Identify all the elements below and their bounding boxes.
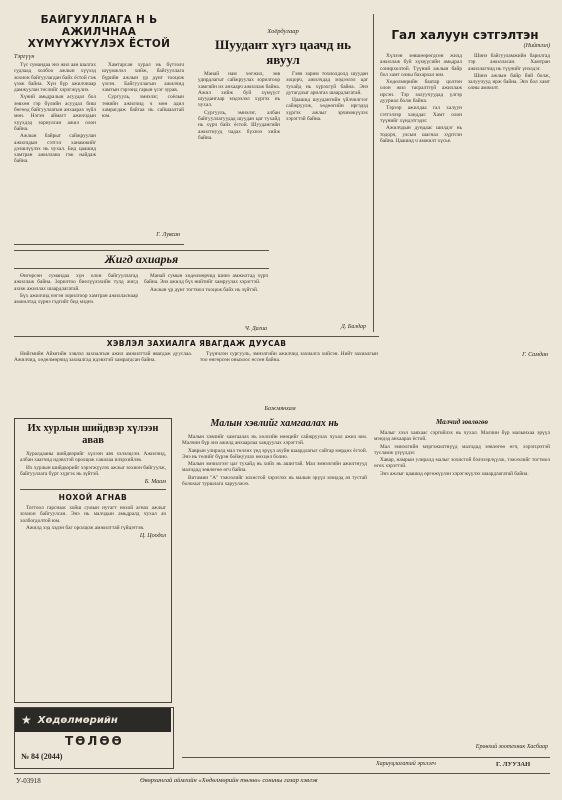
paragraph: Манай сумын хөдөлмөрчид шинэ амжилтад хүрч байна. Энэ ажилд бүх нийтийг хамруулах хэрэгтэй. (144, 273, 268, 286)
article-headline: Их хурлын шийдвэр хүлээн авав (27, 423, 159, 446)
paragraph: Хүний амьдралын асуудал бол зөвхөн гэр бүлийн асуудал биш бөгөөд байгууллагын анхаарах зүйл мөн. Нэгэн аймагт ажилчдын хүүхдэд зориулсан ажил олон байна. (14, 94, 96, 132)
paragraph: Сургууль, эмнэлэг, албан байгууллагуудад шуудан цаг тухайд нь хүрч байх ёстой. Шуудангийн ажилтнууд чадах бүхнээ хийж байна. (198, 109, 280, 141)
article-subscription (14, 339, 379, 401)
article-workers-education (14, 14, 184, 249)
article-body (374, 430, 550, 477)
article-livestock-protection (182, 418, 367, 748)
paragraph: Шинэ байгууламжийн барилгад тэр ажилласан. Хамтран ажиллагчид нь түүнийг үнэлдэг. (468, 53, 550, 72)
paragraph: Мал эмнэлгийн мэргэжилтнүүд малчдад зөвлөгөө өгч, хэрэгцээтэй тусламж үзүүлдэг. (374, 443, 550, 456)
print-code: У-03918 (16, 777, 41, 785)
masthead-box (14, 707, 174, 769)
paragraph: Түүнчлэн сургууль, эмнэлгийн ажилчид захиалга хийсэн. Нийт захиалгын тоо өнгөрсөн оныхоос өссөн байна. (200, 351, 378, 364)
paragraph: Хавар, намрын улиралд малыг зохистой бэлчээрлүүлж, тэжээлийг тогтмол өгөх хэрэгтэй. (374, 457, 550, 470)
article-headline: БАЙГУУЛЛАГА Н Ь АЖИЛЧНАА ХҮМҮҮЖҮҮЛЭХ ЁСТОЙ (27, 14, 171, 50)
article-body-right (286, 71, 368, 142)
article-headline: НОХОЙ АГНАВ (20, 489, 166, 502)
masthead-banner (15, 708, 171, 732)
editor-name: Г. ЛУУЗАН (496, 761, 531, 768)
paragraph: Их хурлын шийдвэрийг хэрэгжүүлэх ажлыг зохион байгуулж, байгууллага бүрт хүргэх нь зүйтэй. (20, 464, 166, 477)
column-divider (373, 14, 374, 332)
paragraph: Витамин "А" тэжээлийг зохистой хэрэглэх нь малын эрүүл мэндэд ач тустай болохыг туршлага харуулжээ. (182, 474, 367, 488)
divider (14, 244, 184, 245)
signature: Бажмянхам (264, 406, 296, 412)
masthead-title: Хөдөлмөрийн (37, 714, 118, 726)
article-body-left (14, 273, 138, 306)
paragraph: Малын эмчилгээг цаг тухайд нь хийх нь ашигтай. Мал эмнэлгийн ажилтнууд малчдад зөвлөгөө өгч байна. (182, 461, 367, 474)
article-body-right (468, 53, 550, 145)
article-kicker: Хоёрдугаар (267, 28, 299, 35)
printer-line: Өвөрхангай аймгийн «Хөдөлмөрийн төлөө» сонины газар хэвлэв (140, 777, 318, 784)
paragraph: Манай нам хөгжил, зөв удирдлагыг сайжруулах зорилгоор хамгийн их анхаарч ажиллаж байна. Ажил хийж буй хүмүүст шуудангаар мэдээлэл хүргэх нь чухал. (198, 71, 280, 109)
article-body-left (198, 71, 280, 142)
paragraph: Ажилд хэд хэдэн баг оролцож амжилттай гүйцэтгэв. (26, 525, 145, 532)
signature: Г. Самдан (522, 352, 548, 358)
paragraph: Хаврын улиралд мал төллөх үед эрүүл ахуйн шаардлагыг сайтар мөрдөх ёстой. Энэ нь төлийг бүрэн бойжуулах нөхцөл болно. (182, 447, 367, 460)
footer-divider (182, 757, 550, 758)
article-warm-hearted (380, 14, 550, 332)
paragraph: Хамтарсан хурал нь бүтээлч шүүмжлэл хийж, байгууллага бүрийн ажлын үр дүнг тооцож үзсэн. Байгууллагын ажилчид хамтын гэрээнд гарын үсэг зурав. (102, 62, 184, 94)
article-body-left (380, 53, 462, 145)
paragraph: Ажлын байрыг сайжруулан ажилчдын сэтгэл ханамжийг дээшлүүлэх нь чухал. Бид цаашид хамтран ажиллана гэж найдаж байна. (14, 133, 96, 165)
article-body-right (200, 351, 378, 365)
signature: Ерөнхий зоотехник Хасбаар (475, 744, 548, 750)
article-headline: Малын хэвлийг хамгаалах нь (210, 418, 339, 429)
article-headline: ХЭВЛЭЛ ЗАХИАЛГА ЯВАГДАЖ ДУУСАВ (106, 339, 287, 348)
article-body-left (14, 62, 96, 166)
masthead-subtitle: ТӨЛӨӨ (65, 734, 124, 748)
paragraph: Хөдөлмөрийн баатар цолтон олон жил тасралтгүй ажиллаж ирсэн. Тэр залуучуудад үлгэр дууриал болж байна. (380, 79, 462, 105)
paragraph: Өнгөрсөн сумандаа хүн олон байгууллагад ажиллаж байна. Зорилтоо биелүүлэхийн тулд жигд ахиж ажиллах шаардлагатай. (14, 273, 138, 292)
paragraph: Ажлын үр дүнг тогтмол тооцож байх нь зүйтэй. (150, 286, 259, 293)
article-body (20, 451, 166, 477)
paragraph: Цаашид шуудангийн үйлчилгээг сайжруулж, хөдөөгийн иргэдэд хүргэх ажлыг эрчимжүүлэх хэрэгтэй байна. (286, 97, 368, 123)
article-headline: Гал халуун сэтгэлтэн (391, 28, 539, 42)
paragraph: Хүлээн зөвшөөрөгдсөн жилд ажиллаж буй хүмүүсийн амьдрал сонирхолтой. Түүний ажлын байр бол хамт олны бахархал юм. (380, 53, 462, 78)
article-body-left (14, 351, 192, 365)
article-postal (198, 14, 368, 332)
article-headline: Малчид зөвлөгөө (436, 418, 488, 426)
divider (14, 336, 379, 337)
article-headline: Жигд ахиарья (14, 250, 269, 269)
article-herders-advice (374, 418, 550, 728)
paragraph: Малын хэвлийг хамгаалах нь хөлсийн нөөцийг сайжруулах чухал ажил юм. Малчин бүр энэ ажилд анхаарлаа хандуулах хэрэгтэй. (182, 434, 367, 447)
paragraph: Хуралдааны шийдвэрийг хүлээн авч хэлэлцсэн. Ажилчид, албан хаагчид идэвхтэй оролцож саналаа илэрхийлэв. (20, 451, 166, 464)
article-headline: Шуудант хүгэ цаачд нь явуул (215, 37, 351, 67)
paragraph: Ажилчдын дундаас шилдэг нь тодорч, улсын шагнал хүртсэн байна. Цаашид ч амжилт хүсье. (380, 125, 462, 144)
issue-number: № 84 (2044) (21, 752, 63, 761)
article-body-right (102, 62, 184, 166)
editor-label: Хариуцлагатай эрхлэгч (376, 761, 436, 767)
paragraph: Энэ ажлыг цаашид өргөжүүлэн хэрэгжүүлэх шаардлагатай байна. (380, 470, 529, 477)
paragraph: Тэрээр ажилдаа гал халуун сэтгэлээр ханддаг. Хамт олон түүнийг хүндэтгэдэг. (380, 105, 462, 124)
paragraph: Гэвч зарим тохиолдолд шуудан хоцорч, ажилчдад мэдээлэл цаг тухайд нь хүрэхгүй байна. Энэ дутагдлыг арилгах шаардлагатай. (286, 71, 368, 96)
article-body (20, 505, 166, 531)
paragraph: Шинэ ажлын байр бий болж, залуучууд ирж байна. Энэ бол хамт олны амжилт. (468, 72, 550, 92)
paragraph: Тогтоол гарснаас хойш сумын нутагт нохой агнах ажлыг зохион байгуулсан. Энэ нь малчдын амьдралд чухал ач холбогдолтой юм. (20, 505, 166, 524)
bottom-rule (14, 773, 550, 774)
article-kicker: (Нийтлэл) (523, 43, 550, 49)
signature: Г. Лувсан (156, 232, 180, 238)
signature: Ц. Цоодол (139, 533, 166, 540)
paragraph: Нийгмийн Аймгийн хэвлэл захиалгын ажил амжилттай явагдаж дууслаа. Ажилчид, хөдөлмөрчид захиалгад идэвхтэй хамрагдсан байна. (14, 351, 192, 364)
article-kicker: Тэргүүн (14, 54, 35, 60)
signature: Д. Балдар (340, 324, 366, 330)
star-logo-icon: ★ (21, 713, 32, 727)
paragraph: Сургууль, эмнэлэг, соёлын төвийн ажилчид ч мөн адил хамрагдаж байгаа нь сайшаалтай юм. (102, 94, 184, 120)
signature: Б. Маам (144, 479, 166, 486)
signature: Ч. Дагиа (244, 326, 267, 332)
article-body (182, 434, 367, 487)
article-great-hural-box (14, 418, 172, 703)
paragraph: Түс сумандаа энэ жил аан шалгах судлаад холбоо ажлын хүүхэд зохион байгуулагдан байх ёстой гэж үзэж байна. Хүн бүр ажилчнаар дамжуулан төслийг хэрэгжүүлнэ. (14, 62, 96, 94)
paragraph: Малыг хээл хаяхаас сэргийлэх нь чухал. Малчин бүр малынхаа эрүүл мэндэд анхаарах ёстой. (374, 430, 550, 443)
paragraph: Бүх ажилчид нэгэн зорилгоор хамтран ажилласнаар амжилтад хүрнэ гэдгийг бид мэднэ. (14, 292, 138, 306)
